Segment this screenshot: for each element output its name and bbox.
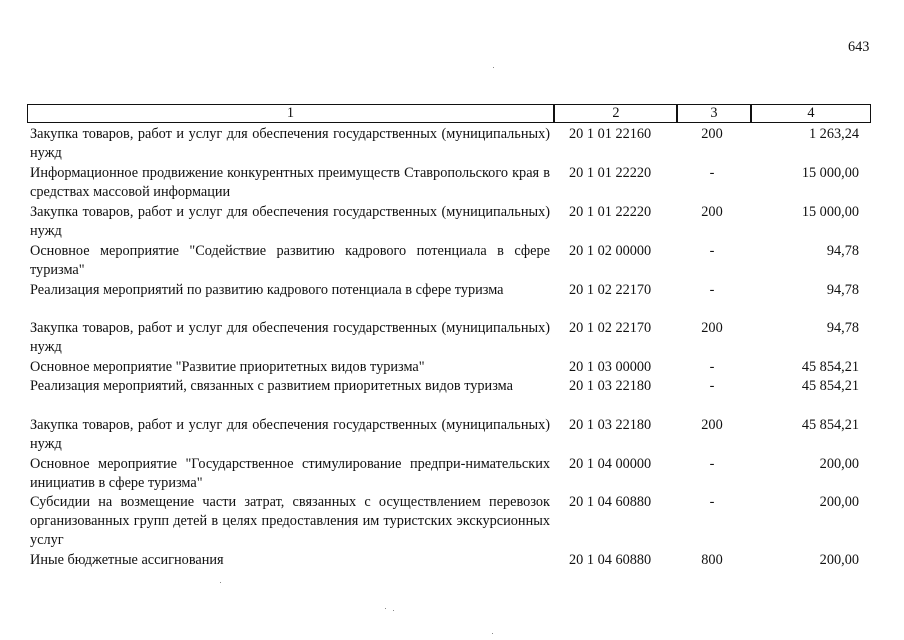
row-name: Основное мероприятие "Развитие приоритетных видов туризма" — [30, 359, 425, 375]
row-kind: - — [709, 456, 715, 472]
row-kind: - — [709, 282, 715, 298]
row-kind: 200 — [701, 417, 723, 433]
row-name: Основное мероприятие "Содействие развитию кадрового потенциала в сфере туризма" — [30, 243, 550, 278]
row-kind: - — [709, 165, 715, 181]
row-code: 20 1 04 60880 — [569, 552, 652, 568]
column-header-amount: 4 — [807, 105, 815, 121]
column-header-kind: 3 — [710, 105, 718, 121]
row-kind: - — [709, 243, 715, 259]
row-code: 20 1 02 22170 — [569, 320, 652, 336]
row-kind: - — [709, 359, 715, 375]
column-header-code: 2 — [612, 105, 620, 121]
row-name: Реализация мероприятий, связанных с развитием приоритетных видов туризма — [30, 378, 513, 394]
row-name: Субсидии на возмещение части затрат, связанных с осуществлением перевозок организованных групп детей в целях предоставления им туристских экскурсионных услуг — [30, 494, 550, 548]
row-amount: 200,00 — [819, 552, 859, 568]
row-kind: 200 — [701, 204, 723, 220]
scan-speck — [385, 608, 386, 609]
row-kind: 800 — [701, 552, 723, 568]
column-header-name: 1 — [286, 105, 295, 121]
row-amount: 15 000,00 — [801, 165, 859, 181]
row-code: 20 1 01 22160 — [569, 126, 652, 142]
row-name: Основное мероприятие "Государственное стимулирование предпри-нимательских инициатив в сфере туризма" — [30, 456, 550, 491]
page-number: 643 — [848, 39, 870, 55]
row-amount: 94,78 — [826, 320, 859, 336]
scan-speck — [493, 67, 494, 68]
row-amount: 1 263,24 — [808, 126, 859, 142]
row-code: 20 1 02 00000 — [569, 243, 652, 259]
row-name: Информационное продвижение конкурентных преимуществ Ставропольского края в средствах массовой информации — [30, 165, 550, 200]
row-name: Иные бюджетные ассигнования — [30, 552, 224, 568]
row-amount: 200,00 — [819, 494, 859, 510]
row-code: 20 1 04 00000 — [569, 456, 652, 472]
row-amount: 200,00 — [819, 456, 859, 472]
row-amount: 15 000,00 — [801, 204, 859, 220]
row-amount: 45 854,21 — [801, 417, 859, 433]
row-kind: - — [709, 378, 715, 394]
scan-speck — [220, 582, 221, 583]
row-kind: - — [709, 494, 715, 510]
row-kind: 200 — [701, 320, 723, 336]
row-name: Закупка товаров, работ и услуг для обеспечения государственных (муниципальных) нужд — [30, 126, 550, 161]
row-name: Закупка товаров, работ и услуг для обеспечения государственных (муниципальных) нужд — [30, 320, 550, 355]
row-name: Реализация мероприятий по развитию кадрового потенциала в сфере туризма — [30, 282, 504, 298]
scan-speck — [393, 610, 394, 611]
scan-speck — [492, 633, 493, 634]
row-code: 20 1 01 22220 — [569, 165, 652, 181]
row-code: 20 1 03 00000 — [569, 359, 652, 375]
row-name: Закупка товаров, работ и услуг для обеспечения государственных (муниципальных) нужд — [30, 417, 550, 452]
row-code: 20 1 03 22180 — [569, 378, 652, 394]
row-code: 20 1 01 22220 — [569, 204, 652, 220]
row-amount: 94,78 — [826, 243, 859, 259]
row-name: Закупка товаров, работ и услуг для обеспечения государственных (муниципальных) нужд — [30, 204, 550, 239]
row-amount: 45 854,21 — [801, 359, 859, 375]
row-kind: 200 — [701, 126, 723, 142]
row-amount: 94,78 — [826, 282, 859, 298]
row-amount: 45 854,21 — [801, 378, 859, 394]
row-code: 20 1 03 22180 — [569, 417, 652, 433]
row-code: 20 1 02 22170 — [569, 282, 652, 298]
table-header — [27, 104, 871, 123]
row-code: 20 1 04 60880 — [569, 494, 652, 510]
